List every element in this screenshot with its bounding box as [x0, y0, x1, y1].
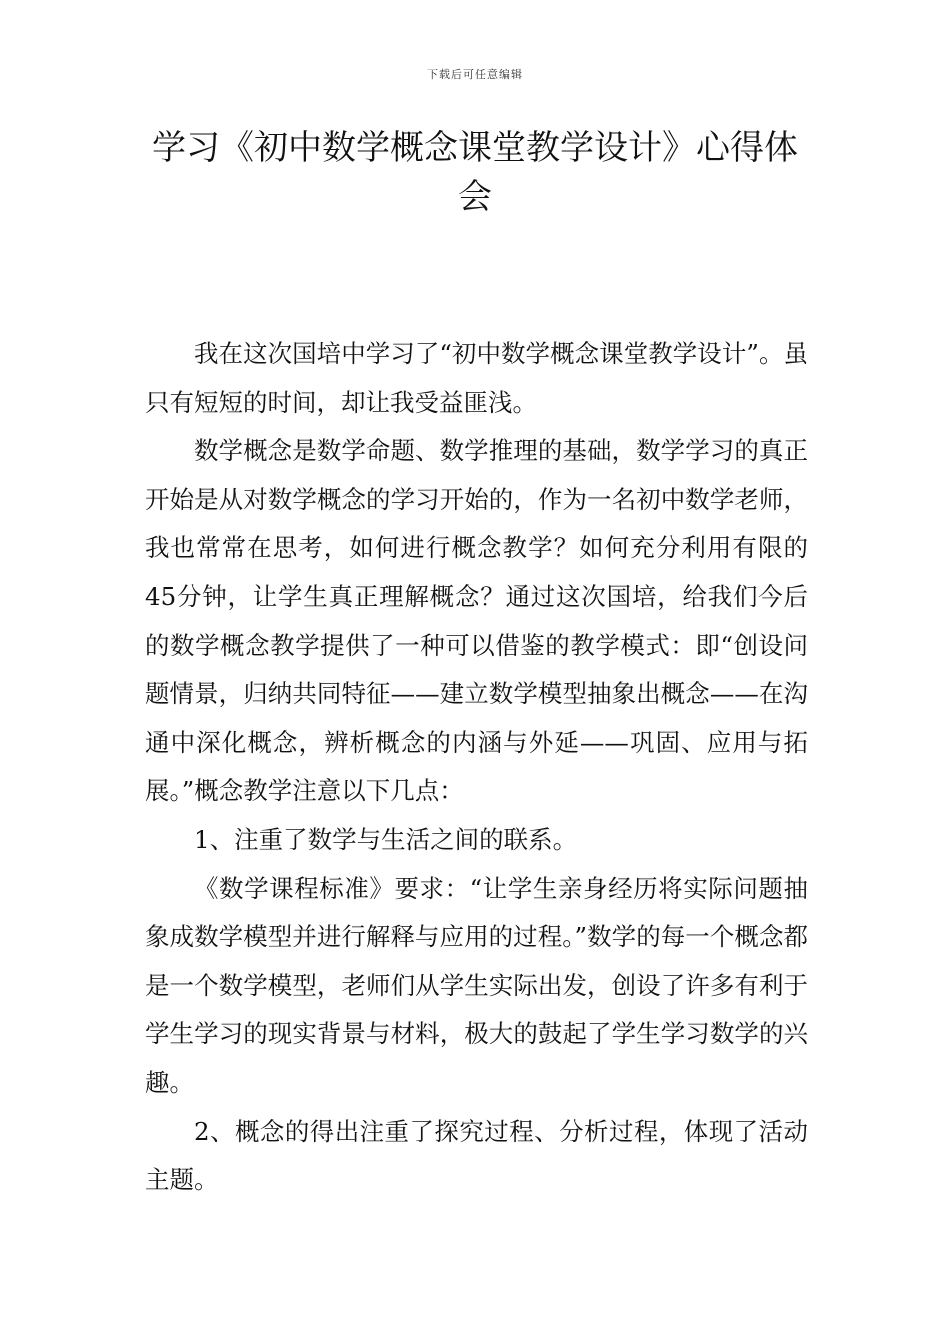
page-header-note: 下载后可任意编辑 [427, 68, 523, 81]
paragraph-point-1: 1、注重了数学与生活之间的联系。 [194, 824, 578, 854]
document-title: 学习《初中数学概念课堂教学设计》心得体会 [152, 128, 798, 217]
document-body [145, 330, 808, 1205]
paragraph-curriculum-standard: 《数学课程标准》要求：“让学生亲身经历将实际问题抽象成数学模型并进行解释与应用的过程。”数学的每一个概念都是一个数学模型，老师们从学生实际出发，创设了许多有利于学生学习的现实背景与材料，极大的鼓起了学生学习数学的兴趣。 [145, 873, 808, 1097]
paragraph-point-2: 2、概念的得出注重了探究过程、分析过程，体现了活动主题。 [145, 1116, 808, 1195]
paragraph-intro: 我在这次国培中学习了“初中数学概念课堂教学设计”。虽只有短短的时间，却让我受益匪浅。 [145, 339, 808, 417]
paragraph-concept-basis: 数学概念是数学命题、数学推理的基础，数学学习的真正开始是从对数学概念的学习开始的，作为一名初中数学老师，我也常常在思考，如何进行概念教学？如何充分利用有限的45分钟，让学生真正理解概念？通过这次国培，给我们今后的数学概念教学提供了一种可以借鉴的教学模式：即“创设问题情景，归纳共同特征——建立数学模型抽象出概念——在沟通中深化概念，辨析概念的内涵与外延——巩固、应用与拓展。”概念教学注意以下几点： [145, 436, 808, 806]
